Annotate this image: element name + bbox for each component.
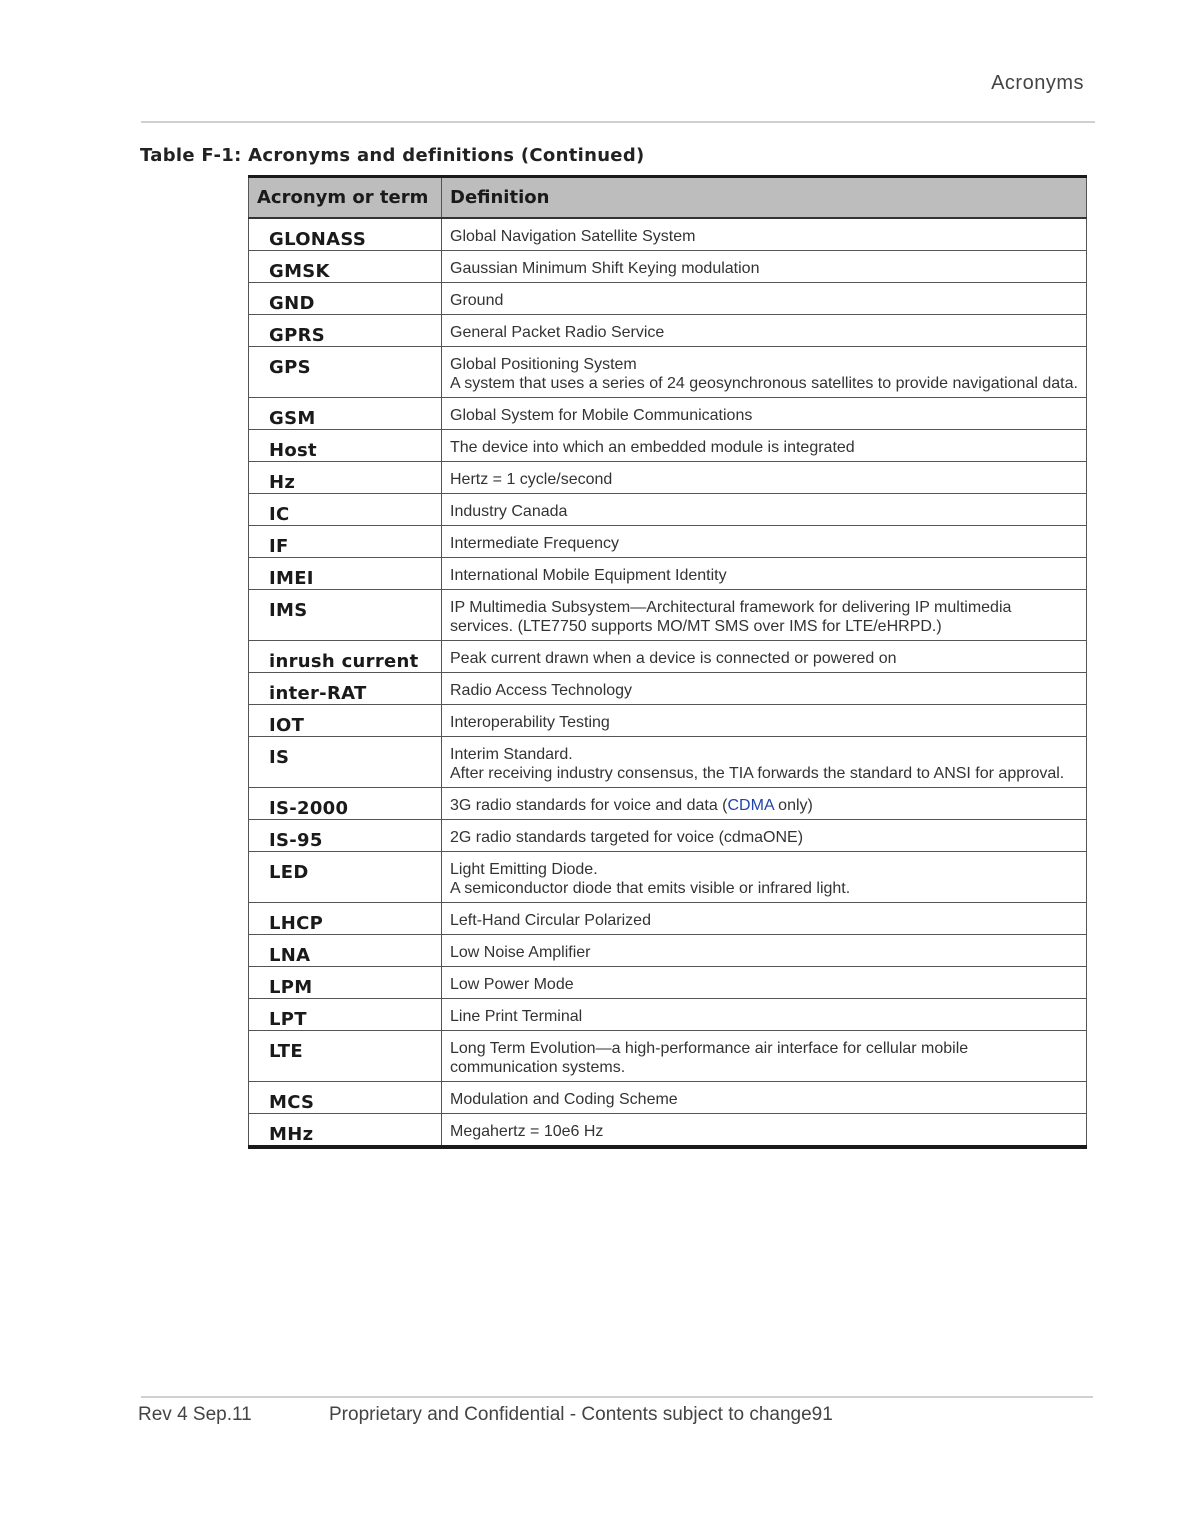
table-header-row [249,177,1087,219]
definition-line: Global Positioning System [450,356,637,373]
definition-line: International Mobile Equipment Identity [450,567,727,584]
acronym-definition [442,526,1087,558]
acronym-term: LPM [249,967,442,999]
table-row [249,820,1087,852]
definition-line: Left-Hand Circular Polarized [450,912,651,929]
definition-text: only) [773,797,813,814]
section-title: Acronyms [991,72,1084,94]
acronym-term: GND [249,283,442,315]
table-row [249,398,1087,430]
table-row [249,967,1087,999]
table-row [249,903,1087,935]
table-row [249,347,1087,398]
definition-line: Long Term Evolution—a high-performance air interface for cellular mobile communication systems. [450,1040,969,1076]
definition-line [450,796,1078,815]
acronym-definition [442,590,1087,641]
acronym-definition [442,641,1087,673]
definition-line: Global Navigation Satellite System [450,228,696,245]
table-row [249,1082,1087,1114]
acronym-term: IMEI [249,558,442,590]
definition-line: Hertz = 1 cycle/second [450,471,613,488]
acronym-term: LED [249,852,442,903]
definition-line: Low Power Mode [450,976,574,993]
acronym-term: Hz [249,462,442,494]
acronym-definition [442,935,1087,967]
table-row [249,558,1087,590]
acronym-definition [442,903,1087,935]
definition-line: Global System for Mobile Communications [450,407,753,424]
acronym-definition [442,283,1087,315]
acronym-definition [442,398,1087,430]
acronym-term: inter-RAT [249,673,442,705]
acronym-definition [442,1114,1087,1148]
definition-line: Line Print Terminal [450,1008,583,1025]
definition-text: 3G radio standards for voice and data ( [450,797,728,814]
table-row [249,1114,1087,1148]
table-row [249,315,1087,347]
acronym-term: Host [249,430,442,462]
definition-line: The device into which an embedded module is integrated [450,439,855,456]
definition-line: General Packet Radio Service [450,324,665,341]
acronym-definition [442,820,1087,852]
definition-line: Low Noise Amplifier [450,944,591,961]
acronym-definition [442,737,1087,788]
acronym-definition [442,852,1087,903]
table-row [249,673,1087,705]
definition-line: Peak current drawn when a device is connected or powered on [450,650,897,667]
acronym-definition [442,430,1087,462]
definition-line: Interim Standard. [450,746,573,763]
table-row [249,788,1087,820]
table-row [249,999,1087,1031]
definition-line: Megahertz = 10e6 Hz [450,1123,604,1140]
acronym-term: IF [249,526,442,558]
acronym-definition [442,347,1087,398]
definition-line: Interoperability Testing [450,714,610,731]
acronym-definition [442,673,1087,705]
table-row [249,852,1087,903]
acronym-term: LHCP [249,903,442,935]
acronym-definition [442,315,1087,347]
table-caption: Table F-1: Acronyms and definitions (Continued) [140,145,645,166]
acronym-term: GMSK [249,251,442,283]
acronym-term: inrush current [249,641,442,673]
acronym-definition [442,558,1087,590]
acronym-definition [442,705,1087,737]
table-row [249,218,1087,251]
table-row [249,462,1087,494]
acronym-definition [442,1031,1087,1082]
definition-line: Intermediate Frequency [450,535,619,552]
acronym-definition [442,462,1087,494]
acronym-term: IMS [249,590,442,641]
table-row [249,737,1087,788]
acronym-definition [442,218,1087,251]
top-divider [141,121,1095,123]
definition-line: Radio Access Technology [450,682,633,699]
definition-line: Light Emitting Diode. [450,861,598,878]
acronym-term: GSM [249,398,442,430]
table-body [249,218,1087,1147]
definition-line: A system that uses a series of 24 geosynchronous satellites to provide navigational data. [450,375,1078,392]
acronym-term: LTE [249,1031,442,1082]
acronym-definition [442,494,1087,526]
definition-line: Ground [450,292,504,309]
acronym-term: MHz [249,1114,442,1148]
table-row [249,590,1087,641]
acronym-term: IS-95 [249,820,442,852]
definition-line: Gaussian Minimum Shift Keying modulation [450,260,760,277]
definition-line: Modulation and Coding Scheme [450,1091,678,1108]
definition-line: After receiving industry consensus, the TIA forwards the standard to ANSI for approval. [450,765,1065,782]
acronym-definition [442,967,1087,999]
acronym-definition [442,1082,1087,1114]
table-row [249,1031,1087,1082]
table-row [249,526,1087,558]
table-row [249,705,1087,737]
footer-note: Proprietary and Confidential - Contents subject to change91 [329,1404,833,1425]
table-row [249,251,1087,283]
footer-revision: Rev 4 Sep.11 [138,1404,252,1425]
column-header-definition: Definition [442,177,1087,219]
acronym-term: LPT [249,999,442,1031]
acronym-term: IOT [249,705,442,737]
acronym-term: IS-2000 [249,788,442,820]
acronym-term: LNA [249,935,442,967]
cdma-link[interactable]: CDMA [727,797,774,814]
acronym-table [248,175,1087,1149]
definition-line: A semiconductor diode that emits visible or infrared light. [450,880,851,897]
acronym-definition [442,788,1087,820]
table-row [249,494,1087,526]
acronym-term: GPRS [249,315,442,347]
table-row [249,935,1087,967]
bottom-divider [141,1396,1093,1398]
acronym-term: MCS [249,1082,442,1114]
table-row [249,283,1087,315]
acronym-term: IC [249,494,442,526]
acronym-term: GPS [249,347,442,398]
acronym-definition [442,251,1087,283]
table-row [249,641,1087,673]
column-header-term: Acronym or term [249,177,442,219]
definition-line: Industry Canada [450,503,568,520]
definition-line: IP Multimedia Subsystem—Architectural framework for delivering IP multimedia services. (LTE7750 supports MO/MT SMS over IMS for LTE/eHRPD.) [450,599,1012,635]
acronym-term: GLONASS [249,218,442,251]
definition-line: 2G radio standards targeted for voice (cdmaONE) [450,829,804,846]
acronym-definition [442,999,1087,1031]
table-row [249,430,1087,462]
acronym-term: IS [249,737,442,788]
